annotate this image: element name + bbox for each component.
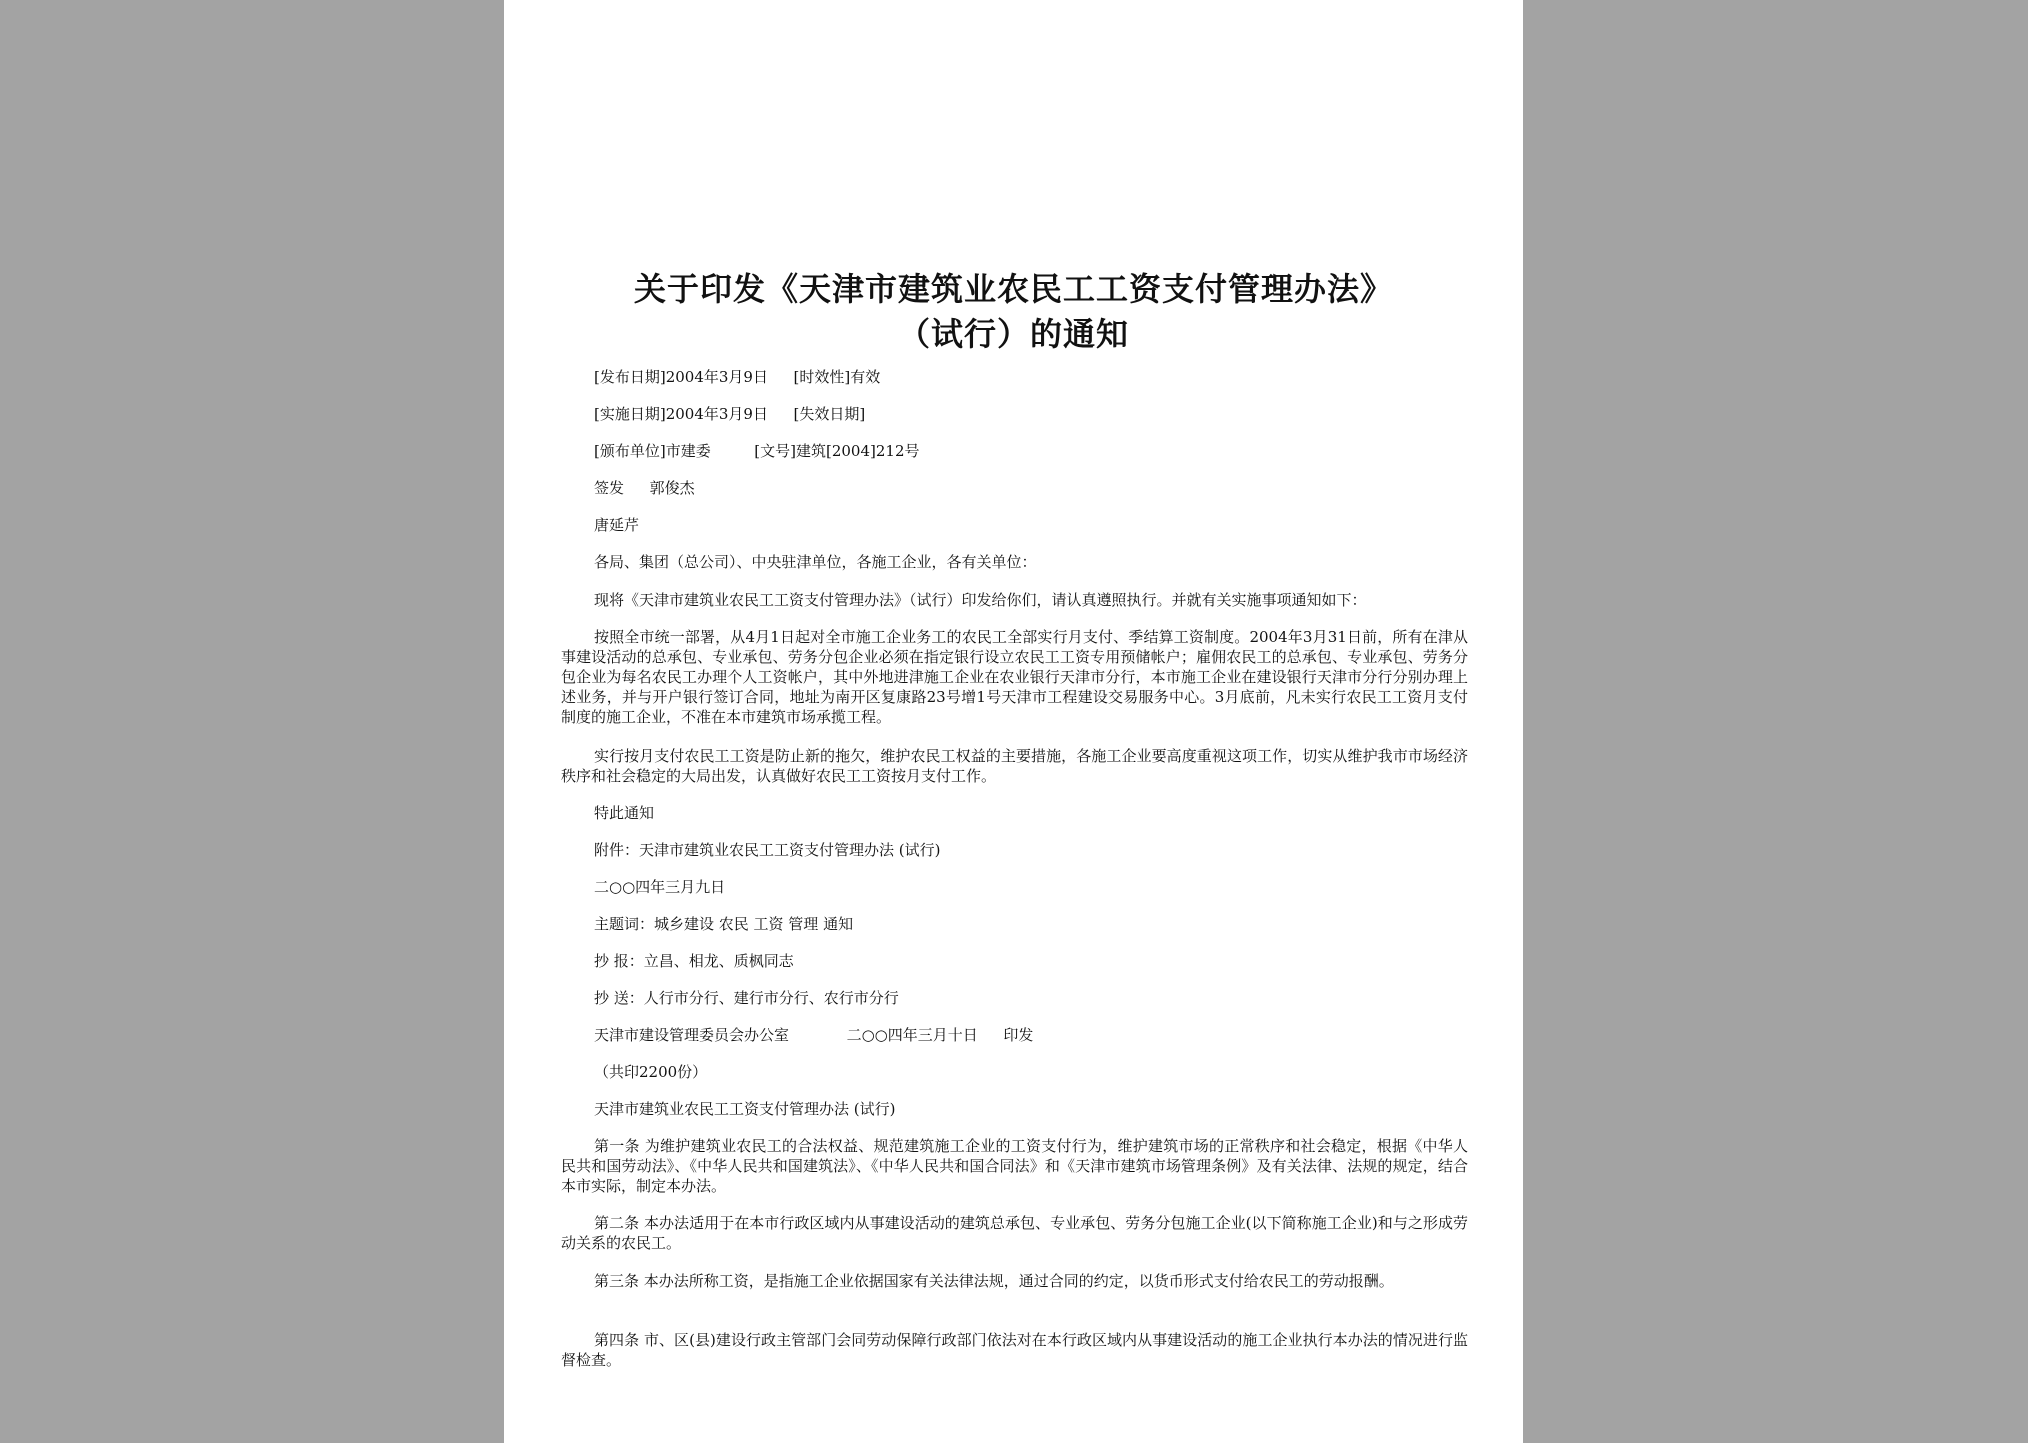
article-2: 第二条 本办法适用于在本市行政区域内从事建设活动的建筑总承包、专业承包、劳务分包施工企业(以下简称施工企业)和与之形成劳动关系的农民工。 xyxy=(561,1214,1468,1252)
document-number: [文号]建筑[2004]212号 xyxy=(754,442,920,460)
special-notice: 特此通知 xyxy=(594,804,655,822)
article-4: 第四条 市、区(县)建设行政主管部门会同劳动保障行政部门依法对在本行政区域内从事建设活动的施工企业执行本办法的情况进行监督检查。 xyxy=(561,1331,1468,1369)
attachment-line: 附件：天津市建筑业农民工工资支付管理办法 (试行) xyxy=(594,841,941,859)
intro-paragraph: 现将《天津市建筑业农民工工资支付管理办法》（试行）印发给你们，请认真遵照执行。并就有关实施事项通知如下： xyxy=(594,591,1367,609)
signer-label: 签发 xyxy=(594,479,625,497)
attachment-title: 天津市建筑业农民工工资支付管理办法 (试行) xyxy=(594,1100,896,1118)
salutation: 各局、集团（总公司）、中央驻津单位，各施工企业，各有关单位： xyxy=(594,553,1037,571)
print-date: 二○○四年三月十日 xyxy=(846,1026,978,1044)
cc-report: 抄 报：立昌、相龙、质枫同志 xyxy=(594,952,794,970)
meta-row-issuer xyxy=(594,441,920,461)
article-1: 第一条 为维护建筑业农民工的合法权益、规范建筑施工企业的工资支付行为，维护建筑市场的正常秩序和社会稳定，根据《中华人民共和国劳动法》、《中华人民共和国建筑法》、《中华人民共和国合同法》和《天津市建筑市场管理条例》及有关法律、法规的规定，结合本市实际，制定本办法。 xyxy=(561,1137,1468,1195)
signer-name: 郭俊杰 xyxy=(649,479,695,497)
print-copies: （共印2200份） xyxy=(594,1063,708,1081)
issuer-office: 天津市建设管理委员会办公室 xyxy=(594,1026,790,1044)
notice-date: 二○○四年三月九日 xyxy=(594,878,726,896)
print-label: 印发 xyxy=(1003,1026,1034,1044)
document-title-line2: （试行）的通知 xyxy=(897,315,1129,353)
effective-date: [实施日期]2004年3月9日 xyxy=(594,405,768,423)
article-3: 第三条 本办法所称工资，是指施工企业依据国家有关法律法规，通过合同的约定，以货币形式支付给农民工的劳动报酬。 xyxy=(594,1272,1394,1290)
cc-send: 抄 送：人行市分行、建行市分行、农行市分行 xyxy=(594,989,899,1007)
second-signer: 唐延芹 xyxy=(594,516,640,534)
publish-date: [发布日期]2004年3月9日 xyxy=(594,368,768,386)
meta-row-effective xyxy=(594,404,865,424)
paragraph-1: 按照全市统一部署，从4月1日起对全市施工企业务工的农民工全部实行月支付、季结算工资制度。2004年3月31日前，所有在津从事建设活动的总承包、专业承包、劳务分包企业必须在指定银行设立农民工工资专用预储帐户；雇佣农民工的总承包、专业承包、劳务分包企业为每名农民工办理个人工资帐户，其中外地进津施工企业在农业银行天津市分行，本市施工企业在建设银行天津市分行分别办理上述业务，并与开户银行签订合同，地址为南开区复康路23号增1号天津市工程建设交易服务中心。3月底前，凡未实行农民工工资月支付制度的施工企业，不准在本市建筑市场承揽工程。 xyxy=(561,628,1468,726)
print-info xyxy=(594,1025,1033,1045)
expiry-date: [失效日期] xyxy=(793,405,866,423)
paragraph-2: 实行按月支付农民工工资是防止新的拖欠，维护农民工权益的主要措施，各施工企业要高度重视这项工作，切实从维护我市市场经济秩序和社会稳定的大局出发，认真做好农民工工资按月支付工作。 xyxy=(561,747,1468,785)
meta-row-publish xyxy=(594,367,880,387)
validity-status: [时效性]有效 xyxy=(793,368,881,386)
document-title-line1: 关于印发《天津市建筑业农民工工资支付管理办法》 xyxy=(633,270,1393,308)
keywords: 主题词：城乡建设 农民 工资 管理 通知 xyxy=(594,915,854,933)
issuing-unit: [颁布单位]市建委 xyxy=(594,442,711,460)
document-page xyxy=(504,0,1523,1443)
meta-row-signer xyxy=(594,478,695,498)
